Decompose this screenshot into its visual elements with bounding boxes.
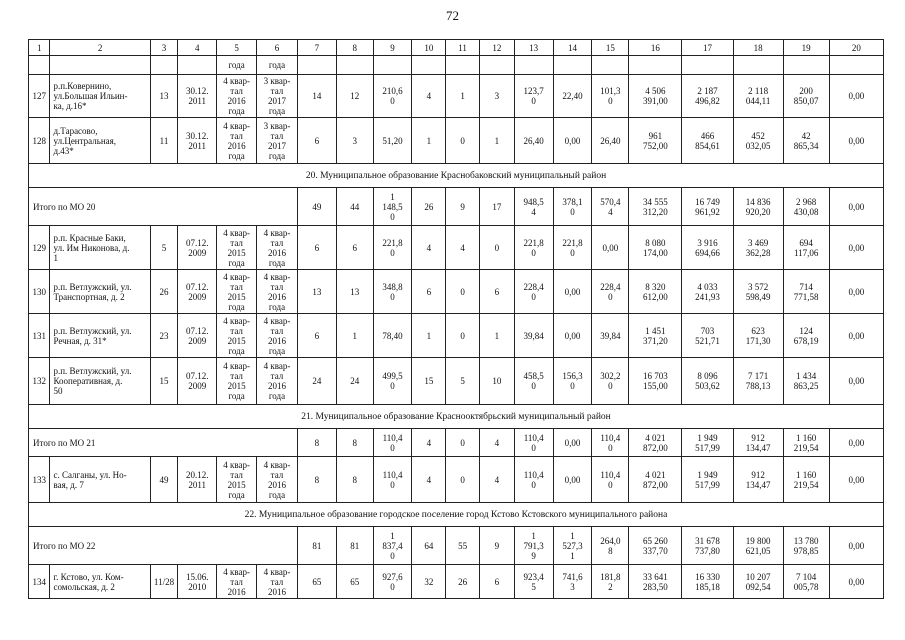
- table-cell: [373, 56, 412, 75]
- table-cell: 4 квар- тал 2016 года: [257, 270, 298, 314]
- column-number-cell: 10: [412, 40, 446, 56]
- column-number-cell: 2: [50, 40, 150, 56]
- table-cell: 20.12. 2011: [178, 457, 217, 503]
- column-number-cell: 1: [29, 40, 50, 56]
- column-number-cell: 5: [217, 40, 257, 56]
- table-row: [29, 565, 884, 599]
- table-cell: 13: [150, 75, 178, 118]
- column-number-cell: 6: [257, 40, 298, 56]
- table-cell: 26: [446, 565, 480, 599]
- table-cell: 4: [446, 226, 480, 270]
- table-cell: 55: [446, 527, 480, 565]
- table-cell: 4 квар- тал 2016: [217, 565, 257, 599]
- column-number-cell: 18: [733, 40, 783, 56]
- table-cell: [150, 56, 178, 75]
- table-cell: 3 916 694,66: [682, 226, 733, 270]
- table-cell: 0: [446, 118, 480, 164]
- table-cell: 181,8 2: [592, 565, 629, 599]
- table-cell: 07.12. 2009: [178, 358, 217, 405]
- table-cell: 0,00: [553, 429, 592, 457]
- table-cell: 07.12. 2009: [178, 226, 217, 270]
- table-cell: 49: [150, 457, 178, 503]
- table-cell: 1: [446, 75, 480, 118]
- table-cell: 4 квар- тал 2016 года: [217, 75, 257, 118]
- column-number-cell: 14: [553, 40, 592, 56]
- address-cell: р.п. Ветлужский, ул. Кооперативная, д. 50: [50, 358, 150, 405]
- column-number-cell: 7: [297, 40, 336, 56]
- table-cell: 0,00: [829, 118, 883, 164]
- table-cell: 0: [446, 429, 480, 457]
- table-cell: 2 968 430,08: [783, 188, 829, 226]
- table-cell: 1 527,3 1: [553, 527, 592, 565]
- address-cell: р.п. Красные Баки, ул. Им Никонова, д. 1: [50, 226, 150, 270]
- table-cell: 6: [336, 226, 373, 270]
- address-cell: д.Тарасово, ул.Центральная, д.43*: [50, 118, 150, 164]
- table-cell: 65: [297, 565, 336, 599]
- table-cell: 0,00: [829, 226, 883, 270]
- table-cell: 07.12. 2009: [178, 314, 217, 358]
- section-title: 22. Муниципальное образование городское поселение город Кстово Кстовского муниципального района: [29, 503, 884, 527]
- table-cell: 4 квар- тал 2016 года: [257, 457, 298, 503]
- table-cell: 221,8 0: [514, 226, 553, 270]
- table-cell: 0: [479, 226, 514, 270]
- section-header-row: [29, 503, 884, 527]
- table-cell: 101,3 0: [592, 75, 629, 118]
- table-cell: 39,84: [592, 314, 629, 358]
- table-cell: 264,0 8: [592, 527, 629, 565]
- table-cell: 0: [446, 314, 480, 358]
- table-cell: 0,00: [829, 565, 883, 599]
- table-cell: 7 171 788,13: [733, 358, 783, 405]
- section-header-row: [29, 405, 884, 429]
- table-row: [29, 457, 884, 503]
- table-cell: 1 160 219,54: [783, 429, 829, 457]
- table-cell: 4 033 241,93: [682, 270, 733, 314]
- table-cell: 15: [412, 358, 446, 405]
- table-cell: [629, 56, 682, 75]
- table-cell: 961 752,00: [629, 118, 682, 164]
- subtotal-label: Итого по МО 22: [29, 527, 298, 565]
- table-cell: 378,1 0: [553, 188, 592, 226]
- table-cell: 4 квар- тал 2015 года: [217, 270, 257, 314]
- table-cell: [336, 56, 373, 75]
- table-cell: 3 квар- тал 2017 года: [257, 75, 298, 118]
- table-cell: 42 865,34: [783, 118, 829, 164]
- subtotal-label: Итого по МО 21: [29, 429, 298, 457]
- table-cell: 127: [29, 75, 50, 118]
- column-number-row: [29, 40, 884, 56]
- table-cell: 1: [412, 118, 446, 164]
- table-cell: 10: [479, 358, 514, 405]
- table-cell: 1 837,4 0: [373, 527, 412, 565]
- section-title: 20. Муниципальное образование Краснобаковский муниципальный район: [29, 164, 884, 188]
- table-cell: 0,00: [829, 270, 883, 314]
- table-cell: 110,4 0: [373, 457, 412, 503]
- table-cell: 714 771,58: [783, 270, 829, 314]
- table-cell: 132: [29, 358, 50, 405]
- subtotal-label: Итого по МО 20: [29, 188, 298, 226]
- table-cell: 2 187 496,82: [682, 75, 733, 118]
- table-cell: 44: [336, 188, 373, 226]
- table-cell: 210,6 0: [373, 75, 412, 118]
- table-cell: 4: [412, 429, 446, 457]
- table-cell: 927,6 0: [373, 565, 412, 599]
- table-cell: 24: [297, 358, 336, 405]
- table-cell: 1 451 371,20: [629, 314, 682, 358]
- table-cell: 17: [479, 188, 514, 226]
- table-cell: 694 117,06: [783, 226, 829, 270]
- table-cell: [29, 56, 50, 75]
- table-cell: [479, 56, 514, 75]
- table-row: [29, 226, 884, 270]
- table-cell: 1 148,5 0: [373, 188, 412, 226]
- table-cell: 3 квар- тал 2017 года: [257, 118, 298, 164]
- column-number-cell: 16: [629, 40, 682, 56]
- table-cell: 26: [412, 188, 446, 226]
- table-cell: 0,00: [829, 75, 883, 118]
- table-cell: 64: [412, 527, 446, 565]
- table-cell: 302,2 0: [592, 358, 629, 405]
- table-cell: 0,00: [829, 457, 883, 503]
- column-number-cell: 17: [682, 40, 733, 56]
- table-cell: 466 854,61: [682, 118, 733, 164]
- table-cell: 7 104 005,78: [783, 565, 829, 599]
- table-cell: 6: [479, 565, 514, 599]
- table-cell: 11: [150, 118, 178, 164]
- table-cell: [733, 56, 783, 75]
- table-cell: 228,4 0: [514, 270, 553, 314]
- table-cell: 3 572 598,49: [733, 270, 783, 314]
- table-cell: 12: [336, 75, 373, 118]
- table-cell: [783, 56, 829, 75]
- table-cell: 110,4 0: [373, 429, 412, 457]
- table-cell: 32: [412, 565, 446, 599]
- table-cell: 13 780 978,85: [783, 527, 829, 565]
- subtotal-row: [29, 527, 884, 565]
- table-cell: [514, 56, 553, 75]
- table-cell: 912 134,47: [733, 457, 783, 503]
- table-cell: 703 521,71: [682, 314, 733, 358]
- table-cell: 6: [297, 226, 336, 270]
- column-number-cell: 12: [479, 40, 514, 56]
- subtotal-row: [29, 429, 884, 457]
- table-cell: 3 469 362,28: [733, 226, 783, 270]
- table-cell: 156,3 0: [553, 358, 592, 405]
- table-cell: 5: [446, 358, 480, 405]
- table-cell: 1 791,3 9: [514, 527, 553, 565]
- table-cell: [592, 56, 629, 75]
- table-cell: 912 134,47: [733, 429, 783, 457]
- table-cell: 16 703 155,00: [629, 358, 682, 405]
- table-cell: 81: [336, 527, 373, 565]
- table-cell: 8 080 174,00: [629, 226, 682, 270]
- address-cell: р.п. Ветлужский, ул. Речная, д. 31*: [50, 314, 150, 358]
- table-cell: 4: [412, 75, 446, 118]
- table-cell: [829, 56, 883, 75]
- table-cell: 14 836 920,20: [733, 188, 783, 226]
- column-number-cell: 20: [829, 40, 883, 56]
- table-cell: 4 квар- тал 2015 года: [217, 314, 257, 358]
- table-cell: 570,4 4: [592, 188, 629, 226]
- table-row: [29, 118, 884, 164]
- table-cell: 221,8 0: [553, 226, 592, 270]
- table-cell: 11/28: [150, 565, 178, 599]
- table-cell: 4 квар- тал 2016 года: [257, 226, 298, 270]
- column-number-cell: 19: [783, 40, 829, 56]
- table-cell: 33 641 283,50: [629, 565, 682, 599]
- table-cell: 81: [297, 527, 336, 565]
- table-cell: [178, 56, 217, 75]
- table-cell: 4 квар- тал 2016 года: [257, 358, 298, 405]
- table-cell: 31 678 737,80: [682, 527, 733, 565]
- table-cell: 124 678,19: [783, 314, 829, 358]
- table-cell: 4 021 872,00: [629, 429, 682, 457]
- table-cell: 4 квар- тал 2016 года: [217, 118, 257, 164]
- table-cell: [412, 56, 446, 75]
- column-number-cell: 9: [373, 40, 412, 56]
- column-number-cell: 3: [150, 40, 178, 56]
- table-row: [29, 314, 884, 358]
- table-cell: 0: [446, 270, 480, 314]
- table-cell: 1: [412, 314, 446, 358]
- table-cell: 110,4 0: [592, 457, 629, 503]
- address-cell: г. Кстово, ул. Ком- сомольская, д. 2: [50, 565, 150, 599]
- table-cell: 623 171,30: [733, 314, 783, 358]
- table-cell: 3: [479, 75, 514, 118]
- table-cell: 65: [336, 565, 373, 599]
- table-row: [29, 75, 884, 118]
- table-cell: 2 118 044,11: [733, 75, 783, 118]
- table-cell: 0: [446, 457, 480, 503]
- table-cell: 5: [150, 226, 178, 270]
- table-cell: 221,8 0: [373, 226, 412, 270]
- table-cell: 65 260 337,70: [629, 527, 682, 565]
- table-cell: 8: [297, 457, 336, 503]
- table-cell: 0,00: [829, 429, 883, 457]
- table-cell: 51,20: [373, 118, 412, 164]
- table-cell: 9: [446, 188, 480, 226]
- table-cell: 26,40: [592, 118, 629, 164]
- table-cell: 200 850,07: [783, 75, 829, 118]
- table-cell: 15.06. 2010: [178, 565, 217, 599]
- table-cell: [297, 56, 336, 75]
- table-cell: 4 квар- тал 2016 года: [257, 314, 298, 358]
- table-cell: 9: [479, 527, 514, 565]
- table-cell: года: [257, 56, 298, 75]
- table-cell: 10 207 092,54: [733, 565, 783, 599]
- table-cell: 39,84: [514, 314, 553, 358]
- table-cell: 16 749 961,92: [682, 188, 733, 226]
- address-cell: р.п.Ковернино, ул.Большая Ильин- ка, д.16*: [50, 75, 150, 118]
- table-cell: 0,00: [553, 270, 592, 314]
- column-number-cell: 13: [514, 40, 553, 56]
- register-table: [28, 39, 884, 599]
- table-cell: 0,00: [592, 226, 629, 270]
- table-cell: 228,4 0: [592, 270, 629, 314]
- table-cell: 15: [150, 358, 178, 405]
- table-cell: 0,00: [553, 314, 592, 358]
- column-number-cell: 8: [336, 40, 373, 56]
- table-cell: 499,5 0: [373, 358, 412, 405]
- table-cell: 26,40: [514, 118, 553, 164]
- address-cell: с. Салганы, ул. Но- вая, д. 7: [50, 457, 150, 503]
- table-cell: 1 434 863,25: [783, 358, 829, 405]
- table-cell: года: [217, 56, 257, 75]
- table-cell: 26: [150, 270, 178, 314]
- table-row: [29, 270, 884, 314]
- table-cell: 13: [336, 270, 373, 314]
- table-cell: 1: [479, 118, 514, 164]
- table-cell: 13: [297, 270, 336, 314]
- table-cell: 0,00: [829, 188, 883, 226]
- table-cell: 8: [336, 457, 373, 503]
- table-cell: 4: [412, 226, 446, 270]
- table-cell: 110,4 0: [592, 429, 629, 457]
- table-cell: 23: [150, 314, 178, 358]
- section-title: 21. Муниципальное образование Краснооктябрьский муниципальный район: [29, 405, 884, 429]
- table-cell: 0,00: [829, 358, 883, 405]
- table-cell: 6: [297, 118, 336, 164]
- table-cell: 0,00: [553, 457, 592, 503]
- page-number: 72: [446, 8, 459, 23]
- table-cell: 07.12. 2009: [178, 270, 217, 314]
- table-cell: 6: [297, 314, 336, 358]
- table-cell: 6: [412, 270, 446, 314]
- column-number-cell: 11: [446, 40, 480, 56]
- table-cell: 4 квар- тал 2015 года: [217, 226, 257, 270]
- table-cell: 110,4 0: [514, 457, 553, 503]
- table-cell: 8: [336, 429, 373, 457]
- table-cell: 741,6 3: [553, 565, 592, 599]
- continued-row: [29, 56, 884, 75]
- subtotal-row: [29, 188, 884, 226]
- table-cell: 6: [479, 270, 514, 314]
- table-cell: 19 800 621,05: [733, 527, 783, 565]
- column-number-cell: 4: [178, 40, 217, 56]
- table-cell: 1: [336, 314, 373, 358]
- table-cell: 16 330 185,18: [682, 565, 733, 599]
- section-header-row: [29, 164, 884, 188]
- table-cell: 30.12. 2011: [178, 118, 217, 164]
- table-cell: [682, 56, 733, 75]
- table-cell: 923,4 5: [514, 565, 553, 599]
- table-cell: 130: [29, 270, 50, 314]
- table-cell: 948,5 4: [514, 188, 553, 226]
- table-cell: 0,00: [829, 527, 883, 565]
- table-cell: 4 квар- тал 2016: [257, 565, 298, 599]
- table-cell: 4: [479, 429, 514, 457]
- table-cell: 134: [29, 565, 50, 599]
- table-row: [29, 358, 884, 405]
- table-cell: 4: [479, 457, 514, 503]
- table-cell: 128: [29, 118, 50, 164]
- table-cell: 1 949 517,99: [682, 457, 733, 503]
- address-cell: р.п. Ветлужский, ул. Транспортная, д. 2: [50, 270, 150, 314]
- table-cell: 22,40: [553, 75, 592, 118]
- table-cell: 14: [297, 75, 336, 118]
- column-number-cell: 15: [592, 40, 629, 56]
- table-cell: 123,7 0: [514, 75, 553, 118]
- table-cell: [553, 56, 592, 75]
- table-cell: 8 320 612,00: [629, 270, 682, 314]
- table-cell: 110,4 0: [514, 429, 553, 457]
- table-cell: 4 квар- тал 2015 года: [217, 358, 257, 405]
- table-cell: [50, 56, 150, 75]
- table-cell: 4: [412, 457, 446, 503]
- table-cell: 3: [336, 118, 373, 164]
- table-cell: 458,5 0: [514, 358, 553, 405]
- table-cell: 0,00: [829, 314, 883, 358]
- table-cell: 30.12. 2011: [178, 75, 217, 118]
- table-cell: 8 096 503,62: [682, 358, 733, 405]
- table-cell: 1 160 219,54: [783, 457, 829, 503]
- table-cell: 24: [336, 358, 373, 405]
- table-cell: 452 032,05: [733, 118, 783, 164]
- table-cell: 8: [297, 429, 336, 457]
- table-cell: 131: [29, 314, 50, 358]
- table-cell: 0,00: [553, 118, 592, 164]
- table-cell: 129: [29, 226, 50, 270]
- table-cell: 1: [479, 314, 514, 358]
- table-cell: 4 квар- тал 2015 года: [217, 457, 257, 503]
- table-cell: [446, 56, 480, 75]
- table-cell: 133: [29, 457, 50, 503]
- table-cell: 34 555 312,20: [629, 188, 682, 226]
- table-cell: 1 949 517,99: [682, 429, 733, 457]
- table-cell: 4 506 391,00: [629, 75, 682, 118]
- table-cell: 4 021 872,00: [629, 457, 682, 503]
- table-cell: 78,40: [373, 314, 412, 358]
- table-cell: 348,8 0: [373, 270, 412, 314]
- table-cell: 49: [297, 188, 336, 226]
